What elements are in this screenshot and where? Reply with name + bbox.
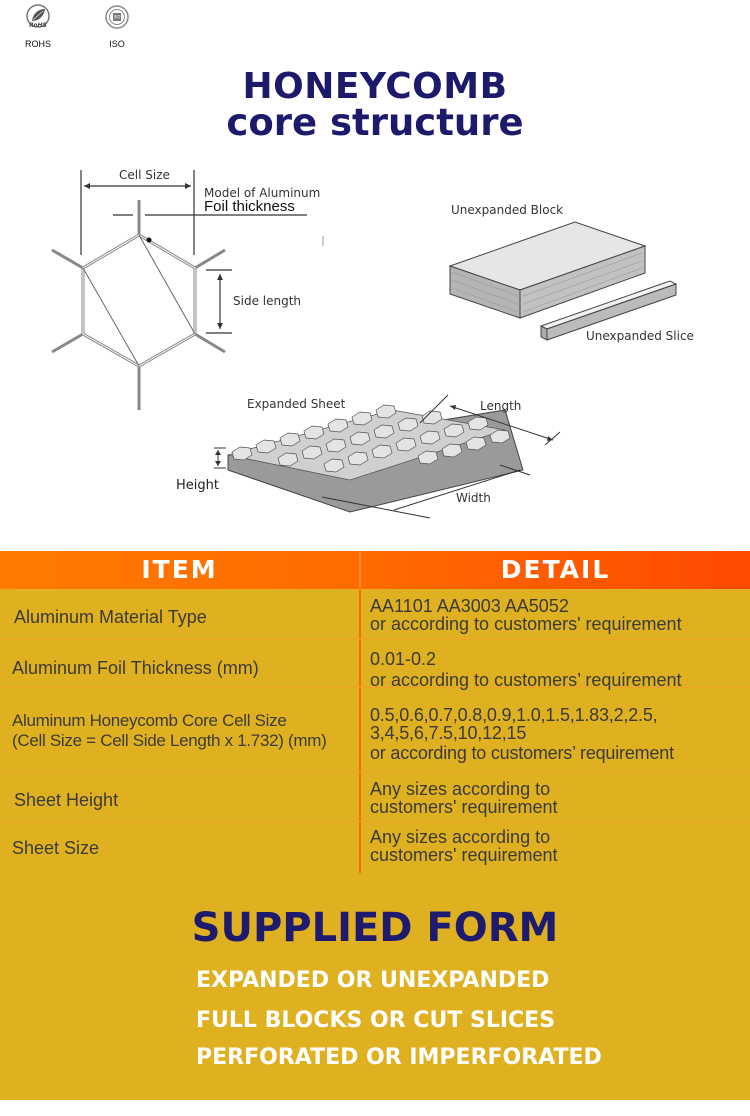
label-unexpanded-slice: Unexpanded Slice — [586, 329, 694, 343]
table-row — [0, 640, 750, 688]
label-expanded-sheet: Expanded Sheet — [247, 397, 346, 411]
label-cell-size: Cell Size — [119, 168, 170, 182]
row-detail: AA1101 AA3003 AA5052 or according to customers' requirement — [370, 596, 682, 634]
iso-cert — [87, 4, 147, 49]
honeycomb-diagram — [0, 150, 750, 540]
table-row — [0, 822, 750, 873]
rohs-cert — [8, 4, 68, 49]
row-detail: Any sizes according to customers' requirement — [370, 779, 558, 817]
page-title: HONEYCOMB — [242, 66, 508, 107]
page-subtitle: core structure — [226, 101, 524, 144]
table-row — [0, 688, 750, 772]
rohs-label: ROHS — [24, 39, 51, 49]
row-detail: 0.01-0.2 or according to customers’ requirement — [370, 649, 682, 690]
supplied-form-line: EXPANDED OR UNEXPANDED — [196, 968, 550, 993]
svg-text:ISO: ISO — [113, 14, 121, 20]
row-detail: 0.5,0.6,0.7,0.8,0.9,1.0,1.5,1.83,2,2.5, 3,4,5,6,7.5,10,12,15 or according to customers’ requirement — [370, 705, 674, 763]
supplied-form-title: SUPPLIED FORM — [191, 905, 559, 951]
spec-table-header — [0, 551, 750, 589]
supplied-form-line: FULL BLOCKS OR CUT SLICES — [196, 1008, 556, 1033]
label-model-of-aluminum: Model of Aluminum — [204, 186, 321, 200]
honeycomb-diagram-drawing — [0, 150, 750, 540]
svg-text:RoHS: RoHS — [29, 22, 47, 29]
row-item: Aluminum Foil Thickness (mm) — [12, 658, 259, 678]
iso-label: ISO — [109, 39, 125, 49]
header-item: ITEM — [141, 555, 218, 584]
row-item: Sheet Size — [12, 838, 100, 858]
label-unexpanded-block: Unexpanded Block — [451, 203, 564, 217]
table-row — [0, 772, 750, 822]
row-item: Aluminum Honeycomb Core Cell Size (Cell Size = Cell Side Length x 1.732) (mm) — [12, 711, 327, 750]
header-detail: DETAIL — [500, 555, 611, 584]
label-foil-thickness: Foil thickness — [204, 198, 295, 215]
label-length: Length — [480, 399, 522, 413]
row-item: Sheet Height — [14, 790, 119, 810]
label-height: Height — [176, 478, 219, 493]
row-detail: Any sizes according to customers' requirement — [370, 827, 558, 865]
rohs-leaf-icon — [25, 4, 51, 30]
iso-seal-icon — [104, 4, 130, 30]
table-row — [0, 589, 750, 640]
label-side-length: Side length — [233, 294, 302, 308]
supplied-form-line: PERFORATED OR IMPERFORATED — [196, 1045, 602, 1070]
label-width: Width — [456, 491, 491, 505]
row-item: Aluminum Material Type — [14, 607, 207, 627]
